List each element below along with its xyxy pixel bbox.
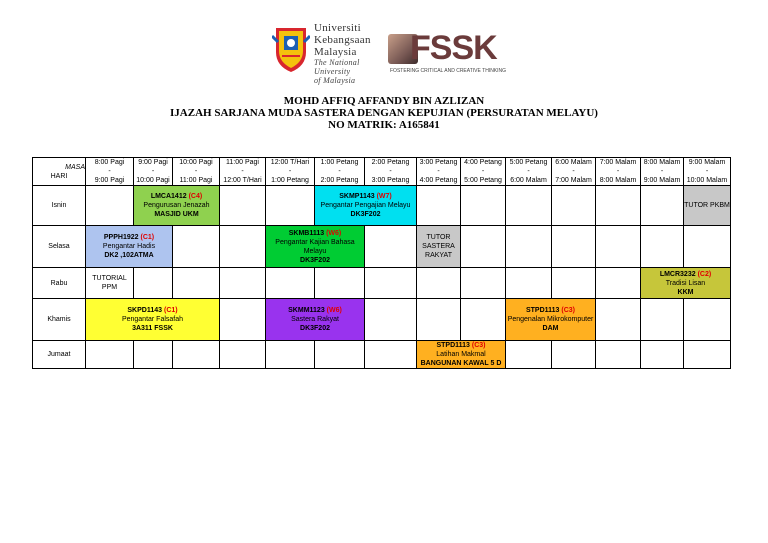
tutor-block-pkbm[interactable]: TUTOR PKBM: [684, 186, 731, 226]
empty-slot: [506, 341, 552, 369]
tutor-block-sastera-rakyat[interactable]: TUTOR SASTERA RAKYAT: [417, 226, 461, 268]
day-label: Selasa: [33, 226, 86, 268]
empty-slot: [596, 226, 641, 268]
day-label: Isnin: [33, 186, 86, 226]
time-slot-header: 9:00 Pagi - 10:00 Pagi: [134, 158, 173, 186]
class-block-lmca1412[interactable]: LMCA1412 (C4) Pengurusan Jenazah MASJID UKM: [134, 186, 220, 226]
corner-header: [33, 158, 86, 186]
empty-slot: [134, 268, 173, 299]
empty-slot: [417, 268, 461, 299]
empty-slot: [641, 226, 684, 268]
empty-slot: [641, 299, 684, 341]
time-slot-header: 12:00 T/Hari - 1:00 Petang: [266, 158, 315, 186]
empty-slot: [220, 299, 266, 341]
time-slot-header: 5:00 Petang - 6:00 Malam: [506, 158, 552, 186]
empty-slot: [461, 226, 506, 268]
time-header-row: [33, 158, 731, 186]
empty-slot: [506, 186, 552, 226]
ukm-tagline-2: of Malaysia: [314, 76, 356, 85]
day-row-jumaat: [33, 341, 731, 369]
ukm-wordmark: [314, 22, 382, 85]
class-block-stpd1113-jumaat[interactable]: STPD1113 (C3) Latihan Makmal BANGUNAN KAWAL 5 D: [417, 341, 506, 369]
hari-label: HARI: [50, 172, 68, 180]
matric-number: NO MATRIK: A165841: [328, 119, 440, 131]
empty-slot: [134, 341, 173, 369]
empty-slot: [684, 341, 731, 369]
empty-slot: [365, 268, 417, 299]
masa-label: MASA: [65, 163, 85, 171]
ukm-crest-icon: [272, 22, 310, 74]
day-row-rabu: [33, 268, 731, 299]
time-slot-header: 6:00 Malam - 7:00 Malam: [552, 158, 596, 186]
empty-slot: [220, 341, 266, 369]
empty-slot: [417, 186, 461, 226]
day-row-khamis: [33, 299, 731, 341]
empty-slot: [596, 299, 641, 341]
empty-slot: [365, 226, 417, 268]
empty-slot: [684, 226, 731, 268]
time-slot-header: 10:00 Pagi - 11:00 Pagi: [173, 158, 220, 186]
empty-slot: [641, 186, 684, 226]
empty-slot: [220, 226, 266, 268]
empty-slot: [506, 268, 552, 299]
empty-slot: [552, 268, 596, 299]
empty-slot: [266, 341, 315, 369]
time-slot-header: 1:00 Petang - 2:00 Petang: [315, 158, 365, 186]
time-slot-header: 7:00 Malam - 8:00 Malam: [596, 158, 641, 186]
empty-slot: [417, 299, 461, 341]
fssk-wordmark: FSSK: [410, 29, 497, 67]
empty-slot: [173, 226, 220, 268]
time-slot-header: 8:00 Pagi - 9:00 Pagi: [86, 158, 134, 186]
time-slot-header: 4:00 Petang - 5:00 Petang: [461, 158, 506, 186]
empty-slot: [684, 299, 731, 341]
ukm-line-1: Universiti: [314, 22, 361, 34]
class-block-ppph1922[interactable]: PPPH1922 (C1) Pengantar Hadis DK2 ,102ATMA: [86, 226, 173, 268]
empty-slot: [315, 341, 365, 369]
empty-slot: [266, 268, 315, 299]
empty-slot: [596, 186, 641, 226]
empty-slot: [506, 226, 552, 268]
empty-slot: [365, 299, 417, 341]
empty-slot: [461, 299, 506, 341]
empty-slot: [173, 341, 220, 369]
empty-slot: [552, 186, 596, 226]
class-block-skmb1113[interactable]: SKMB1113 (W6) Pengantar Kajian Bahasa Melayu DK3F202: [266, 226, 365, 268]
empty-slot: [461, 186, 506, 226]
time-slot-header: 8:00 Malam - 9:00 Malam: [641, 158, 684, 186]
ukm-line-2: Kebangsaan: [314, 34, 371, 46]
empty-slot: [266, 186, 315, 226]
empty-slot: [596, 341, 641, 369]
time-slot-header: 2:00 Petang - 3:00 Petang: [365, 158, 417, 186]
programme-name: IJAZAH SARJANA MUDA SASTERA DENGAN KEPUJIAN (PERSURATAN MELAYU): [170, 107, 598, 119]
day-label: Khamis: [33, 299, 86, 341]
empty-slot: [315, 268, 365, 299]
empty-slot: [365, 341, 417, 369]
empty-slot: [552, 226, 596, 268]
time-slot-header: 3:00 Petang - 4:00 Petang: [417, 158, 461, 186]
empty-slot: [596, 268, 641, 299]
empty-slot: [173, 268, 220, 299]
fssk-tagline: FOSTERING CRITICAL AND CREATIVE THINKING: [390, 68, 507, 74]
empty-slot: [220, 186, 266, 226]
student-name: MOHD AFFIQ AFFANDY BIN AZLIZAN: [283, 95, 485, 107]
empty-slot: [86, 341, 134, 369]
time-slot-header: 11:00 Pagi - 12:00 T/Hari: [220, 158, 266, 186]
timetable-grid: [32, 157, 731, 369]
day-row-isnin: [33, 186, 731, 226]
class-block-stpd1113-khamis[interactable]: STPD1113 (C3) Pengenalan Mikrokomputer DAM: [506, 299, 596, 341]
class-block-skmm1123[interactable]: SKMM1123 (W6) Sastera Rakyat DK3F202: [266, 299, 365, 341]
empty-slot: [220, 268, 266, 299]
ukm-logo: [272, 20, 382, 85]
empty-slot: [641, 341, 684, 369]
timetable-heading: [100, 95, 668, 131]
time-slot-header: 9:00 Malam - 10:00 Malam: [684, 158, 731, 186]
day-label: Jumaat: [33, 341, 86, 369]
ukm-line-3: Malaysia: [314, 46, 357, 58]
day-label: Rabu: [33, 268, 86, 299]
class-block-skpd1143[interactable]: SKPD1143 (C1) Pengantar Falsafah 3A311 FSSK: [86, 299, 220, 341]
empty-slot: [552, 341, 596, 369]
fssk-logo: [388, 29, 507, 76]
class-block-lmcr3232[interactable]: LMCR3232 (C2) Tradisi Lisan KKM: [641, 268, 731, 299]
empty-slot: [86, 186, 134, 226]
empty-slot: [461, 268, 506, 299]
class-block-skmp1143[interactable]: SKMP1143 (W7) Pengantar Pengajian Melayu DK3F202: [315, 186, 417, 226]
day-row-selasa: [33, 226, 731, 268]
tutorial-ppm[interactable]: TUTORIAL PPM: [86, 268, 134, 299]
ukm-tagline-1: The National University: [314, 58, 360, 76]
